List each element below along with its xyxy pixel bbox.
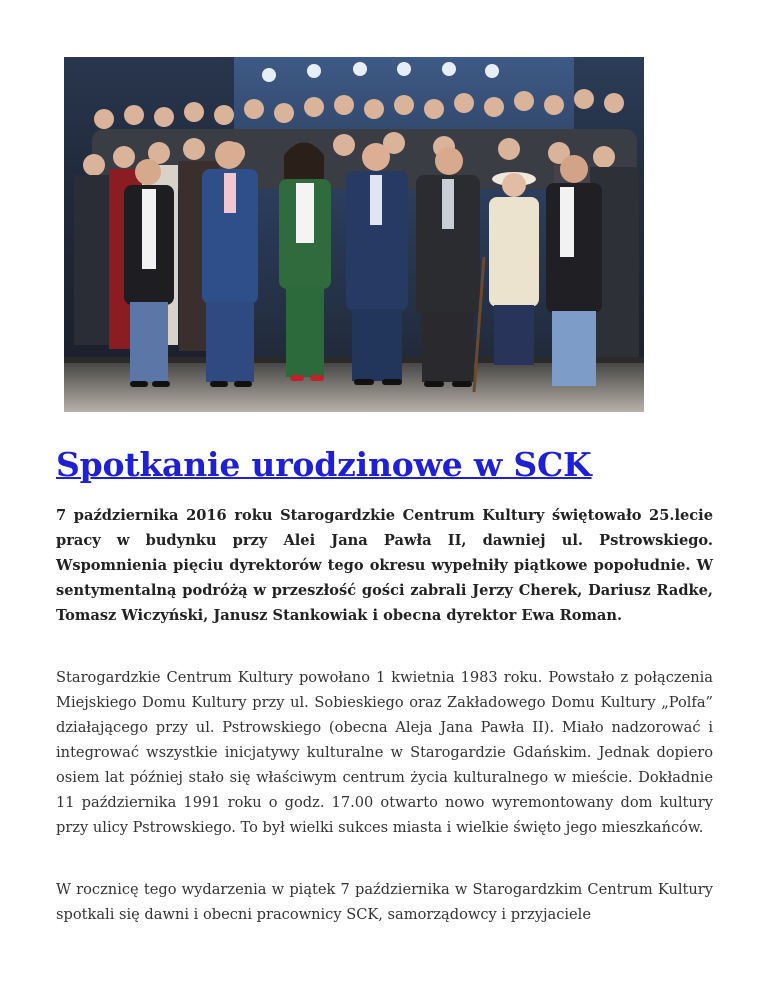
group-photo bbox=[64, 57, 644, 412]
group-photo-illustration bbox=[64, 57, 644, 412]
article-lead: 7 października 2016 roku Starogardzkie Centrum Kultury świętowało 25.lecie pracy w budynku przy Alei Jana Pawła II, dawniej ul. Pstrowskiego. Wspomnienia pięciu dyrektorów tego okresu wypełniły piątkowe popołudnie. W sentymentalną podróżą w przeszłość gości zabrali Jerzy Cherek, Dariusz Radke, Tomasz Wiczyński, Janusz Stankowiak i obecna dyrektor Ewa Roman. bbox=[56, 507, 713, 624]
article-title bbox=[56, 445, 592, 484]
article-paragraph: Starogardzkie Centrum Kultury powołano 1 kwietnia 1983 roku. Powstało z połączenia Miejskiego Domu Kultury przy ul. Sobieskiego oraz Zakładowego Domu Kultury „Polfa” działającego przy ul. Pstrowskiego (obecna Aleja Jana Pawła II). Miało nadzorować i integrować wszystkie inicjatywy kulturalne w Starogardzie Gdańskim. Jednak dopiero osiem lat później stało się właściwym centrum życia kulturalnego w mieście. Dokładnie 11 października 1991 roku o godz. 17.00 otwarto nowo wyremontowany dom kultury przy ulicy Pstrowskiego. To był wielki sukces miasta i wielkie święto jego mieszkańców. bbox=[56, 669, 713, 836]
article-paragraph: W rocznicę tego wydarzenia w piątek 7 października w Starogardzkim Centrum Kultury spotkali się dawni i obecni pracownicy SCK, samorządowcy i przyjaciele bbox=[56, 881, 713, 923]
article-title-link[interactable]: Spotkanie urodzinowe w SCK bbox=[56, 445, 592, 484]
